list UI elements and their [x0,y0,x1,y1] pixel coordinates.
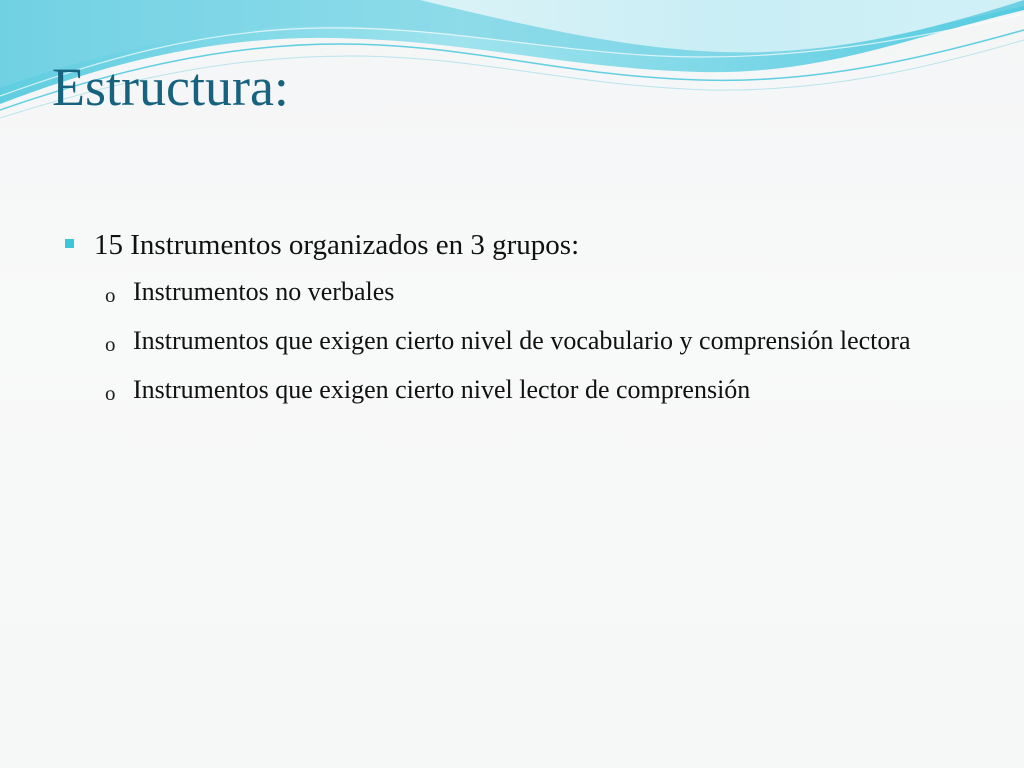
circle-bullet-icon: o [105,283,116,307]
slide-body [60,226,962,419]
sub-bullet-1 [105,272,962,312]
sub-bullet-2 [105,321,962,361]
circle-bullet-icon: o [105,332,116,356]
sub-bullet-text: Instrumentos no verbales [133,277,395,306]
circle-bullet-icon: o [105,381,116,405]
sub-bullet-text: Instrumentos que exigen cierto nivel de vocabulario y comprensión lectora [133,326,911,355]
bullet-text: 15 Instrumentos organizados en 3 grupos: [94,229,580,261]
slide-title: Estructura: [52,57,289,117]
sub-bullet-3 [105,370,962,410]
sub-bullet-text: Instrumentos que exigen cierto nivel lector de comprensión [133,375,751,404]
square-bullet-icon [65,239,74,248]
bullet-level1 [60,226,962,264]
